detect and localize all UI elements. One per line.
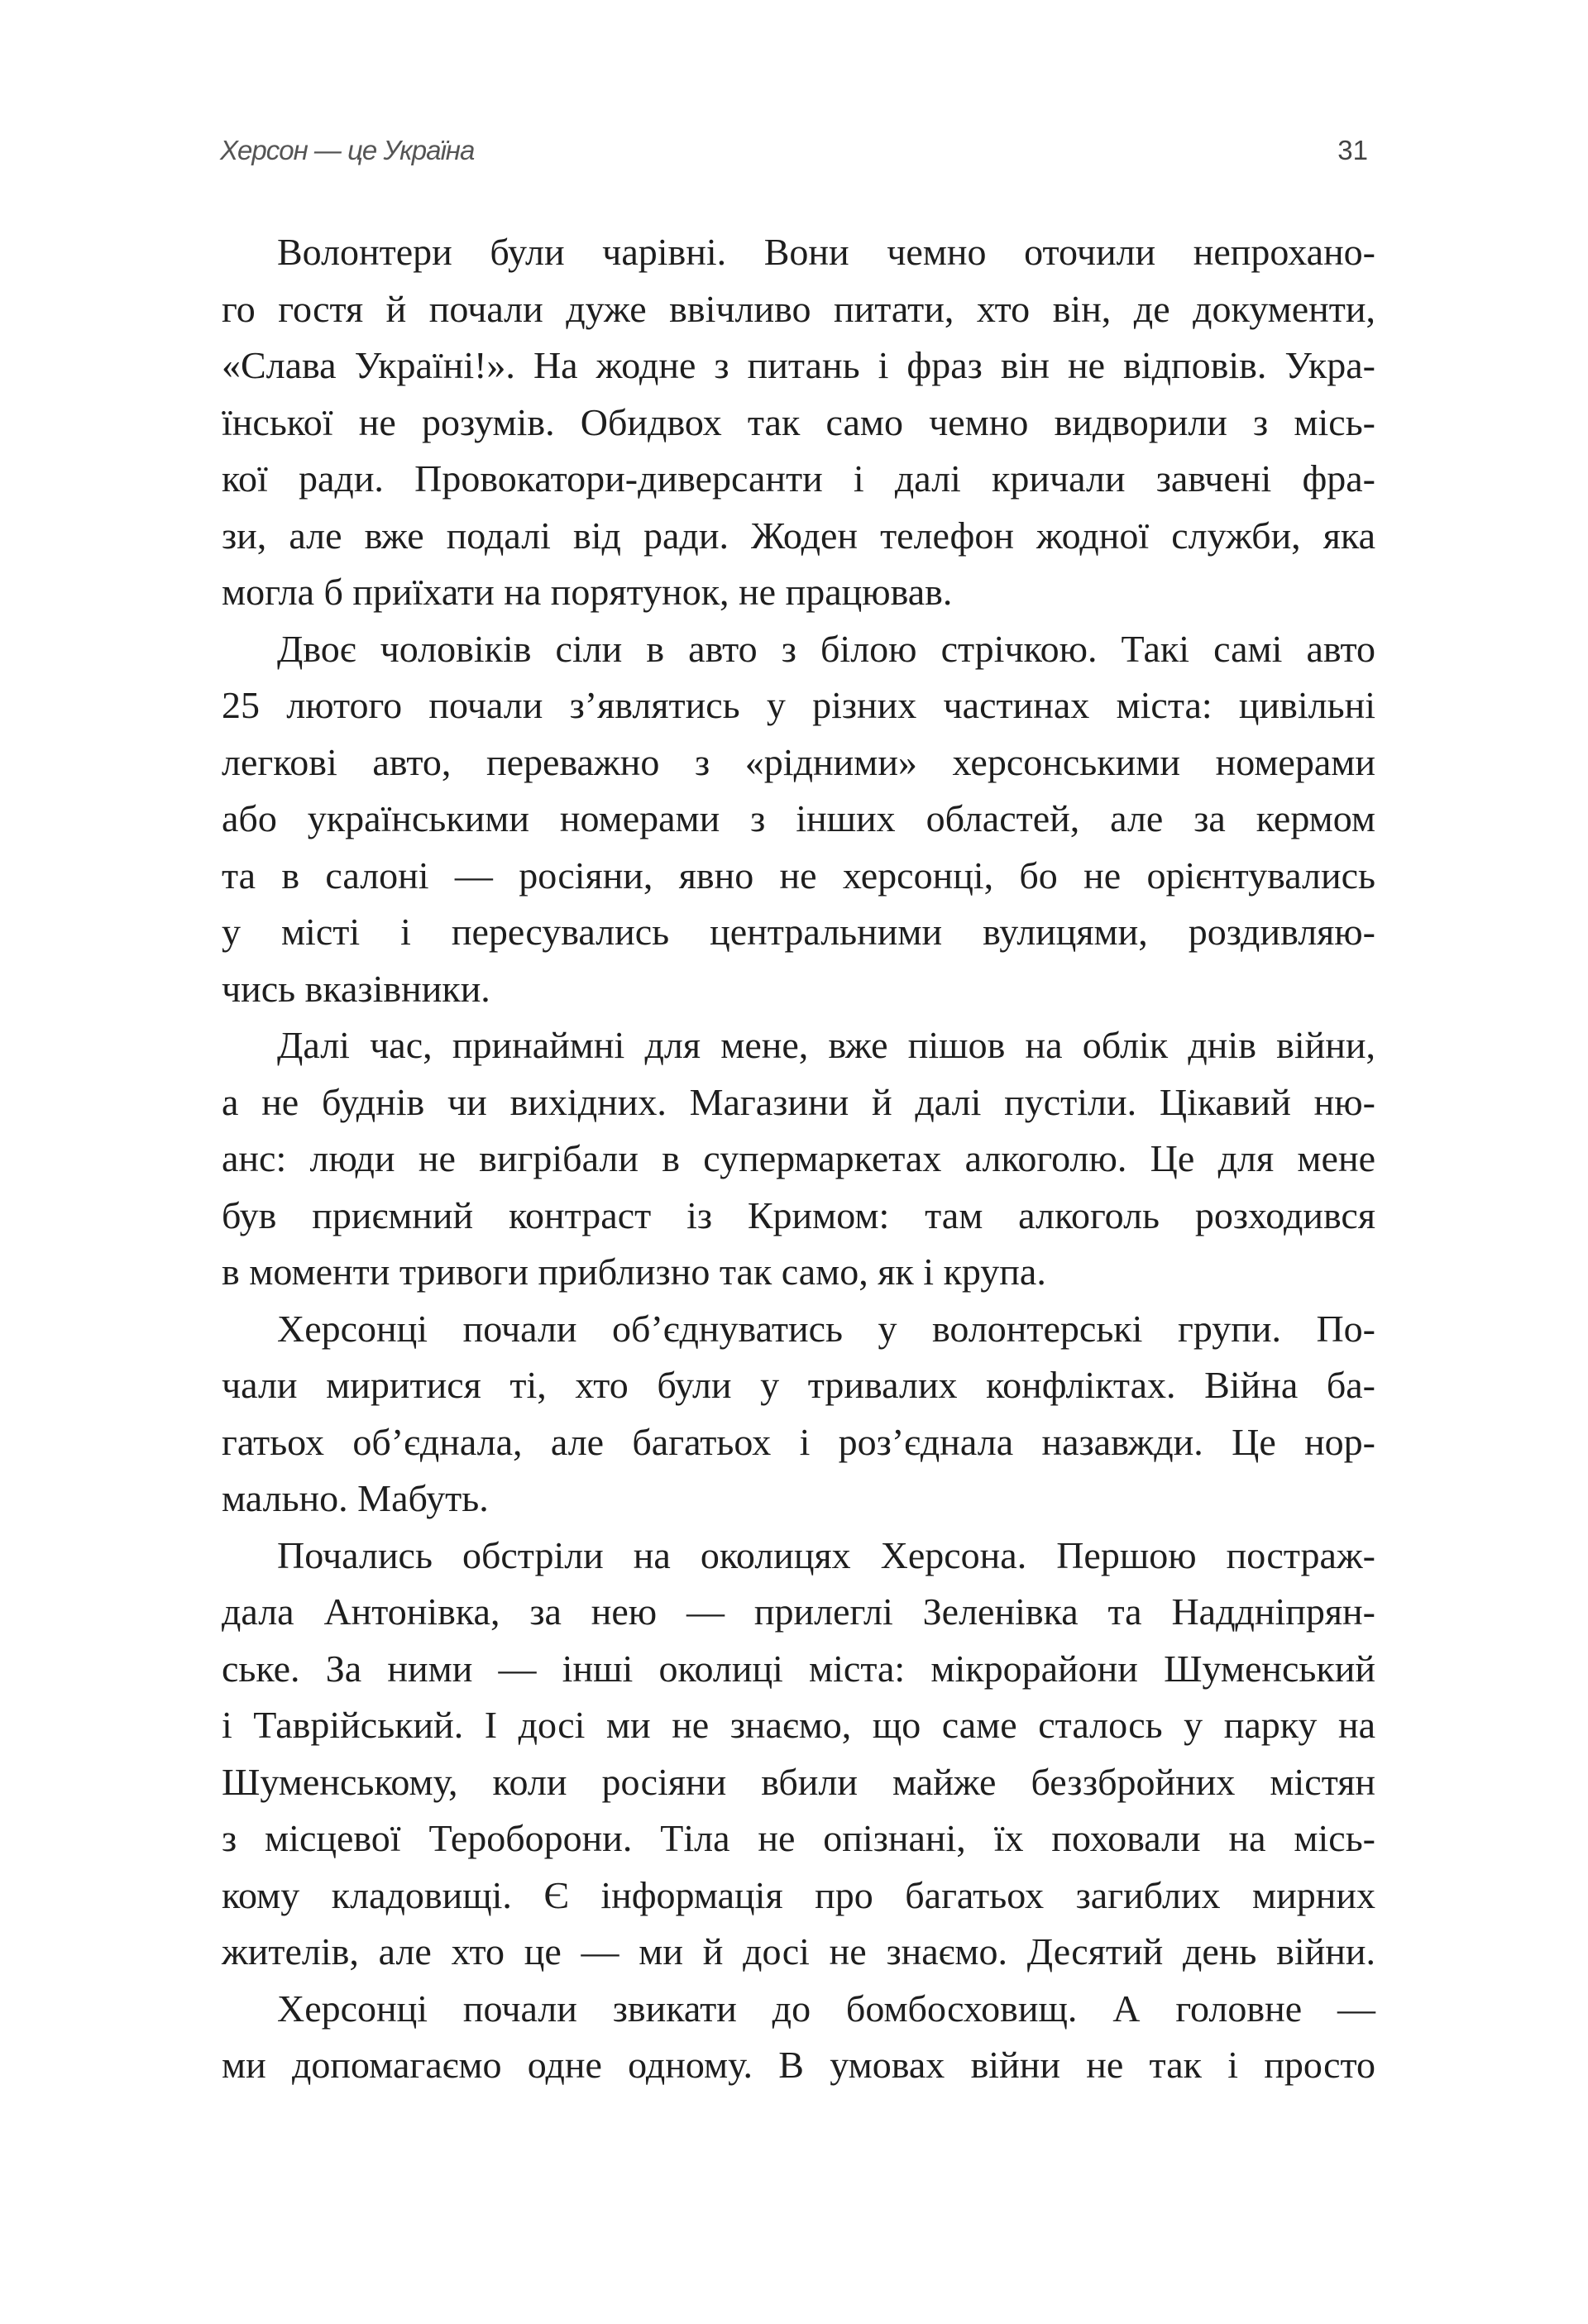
paragraph-3: [222, 1017, 1375, 1301]
paragraph-6: [222, 1981, 1375, 2094]
text-line: з місцевої Тероборони. Тіла не опізнані, їх поховали на місь-: [222, 1817, 1375, 1859]
text-line: кому кладовищі. Є інформація про багатьох загиблих мирних: [222, 1873, 1375, 1916]
text-line: мально. Мабуть.: [222, 1477, 489, 1519]
text-line: зи, але вже подалі від ради. Жоден телефон жодної служби, яка: [222, 514, 1375, 557]
text-line: та в салоні — росіяни, явно не херсонці, бо не орієнтувались: [222, 854, 1375, 897]
text-line: жителів, але хто це — ми й досі не знаємо. Десятий день війни.: [222, 1930, 1375, 1973]
text-line: в моменти тривоги приблизно так само, як і крупа.: [222, 1250, 1046, 1293]
text-line: чали миритися ті, хто були у тривалих конфліктах. Війна ба-: [222, 1364, 1375, 1406]
text-line: ми допомагаємо одне одному. В умовах війни не так і просто: [222, 2044, 1375, 2086]
paragraph-5: [222, 1528, 1375, 1981]
text-line: Херсонці почали об’єднуватись у волонтерські групи. По-: [277, 1307, 1375, 1350]
text-line: у місті і пересувались центральними вулицями, роздивляю-: [222, 911, 1375, 953]
text-line: і Таврійський. І досі ми не знаємо, що саме сталось у парку на: [222, 1704, 1375, 1746]
text-line: гатьох об’єднала, але багатьох і роз’єднала назавжди. Це нор-: [222, 1420, 1375, 1463]
text-line: а не буднів чи вихідних. Магазини й далі пустіли. Цікавий ню-: [222, 1080, 1375, 1123]
text-line: могла б приїхати на порятунок, не працював.: [222, 571, 953, 613]
text-line: Двоє чоловіків сіли в авто з білою стрічкою. Такі самі авто: [277, 627, 1375, 670]
page-number: 31: [1337, 135, 1368, 165]
paragraph-4: [222, 1301, 1375, 1528]
text-line: Далі час, принаймні для мене, вже пішов на облік днів війни,: [277, 1024, 1375, 1066]
text-line: «Слава Україні!». На жодне з питань і фраз він не відповів. Укра-: [222, 344, 1375, 386]
text-line: дала Антонівка, за нею — прилеглі Зеленівка та Наддніпрян-: [222, 1590, 1375, 1633]
text-line: чись вказівники.: [222, 967, 490, 1010]
running-title: Херсон — це Україна: [220, 135, 475, 165]
running-header: [220, 132, 1368, 169]
text-line: був приємний контраст із Кримом: там алкоголь розходився: [222, 1193, 1375, 1236]
text-line: го гостя й почали дуже ввічливо питати, хто він, де документи,: [222, 287, 1375, 330]
text-line: легкові авто, переважно з «рідними» херсонськими номерами: [222, 740, 1375, 783]
text-line: ське. За ними — інші околиці міста: мікрорайони Шуменський: [222, 1647, 1375, 1690]
text-line: їнської не розумів. Обидвох так само чемно видворили з місь-: [222, 400, 1375, 443]
text-line: 25 лютого почали з’являтись у різних частинах міста: цивільні: [222, 684, 1375, 726]
text-line: Почались обстріли на околицях Херсона. Першою постраж-: [277, 1533, 1375, 1576]
text-line: анс: люди не вигрібали в супермаркетах алкоголю. Це для мене: [222, 1137, 1375, 1179]
paragraph-2: [222, 621, 1375, 1018]
paragraph-1: [222, 224, 1375, 621]
text-line: Волонтери були чарівні. Вони чемно оточили непрохано-: [277, 231, 1375, 273]
text-line: або українськими номерами з інших областей, але за кермом: [222, 797, 1375, 839]
text-line: Шуменському, коли росіяни вбили майже беззбройних містян: [222, 1760, 1375, 1803]
body-text: [222, 224, 1375, 2094]
text-line: кої ради. Провокатори-диверсанти і далі кричали завчені фра-: [222, 457, 1375, 500]
text-line: Херсонці почали звикати до бомбосховищ. А головне —: [277, 1987, 1375, 2030]
